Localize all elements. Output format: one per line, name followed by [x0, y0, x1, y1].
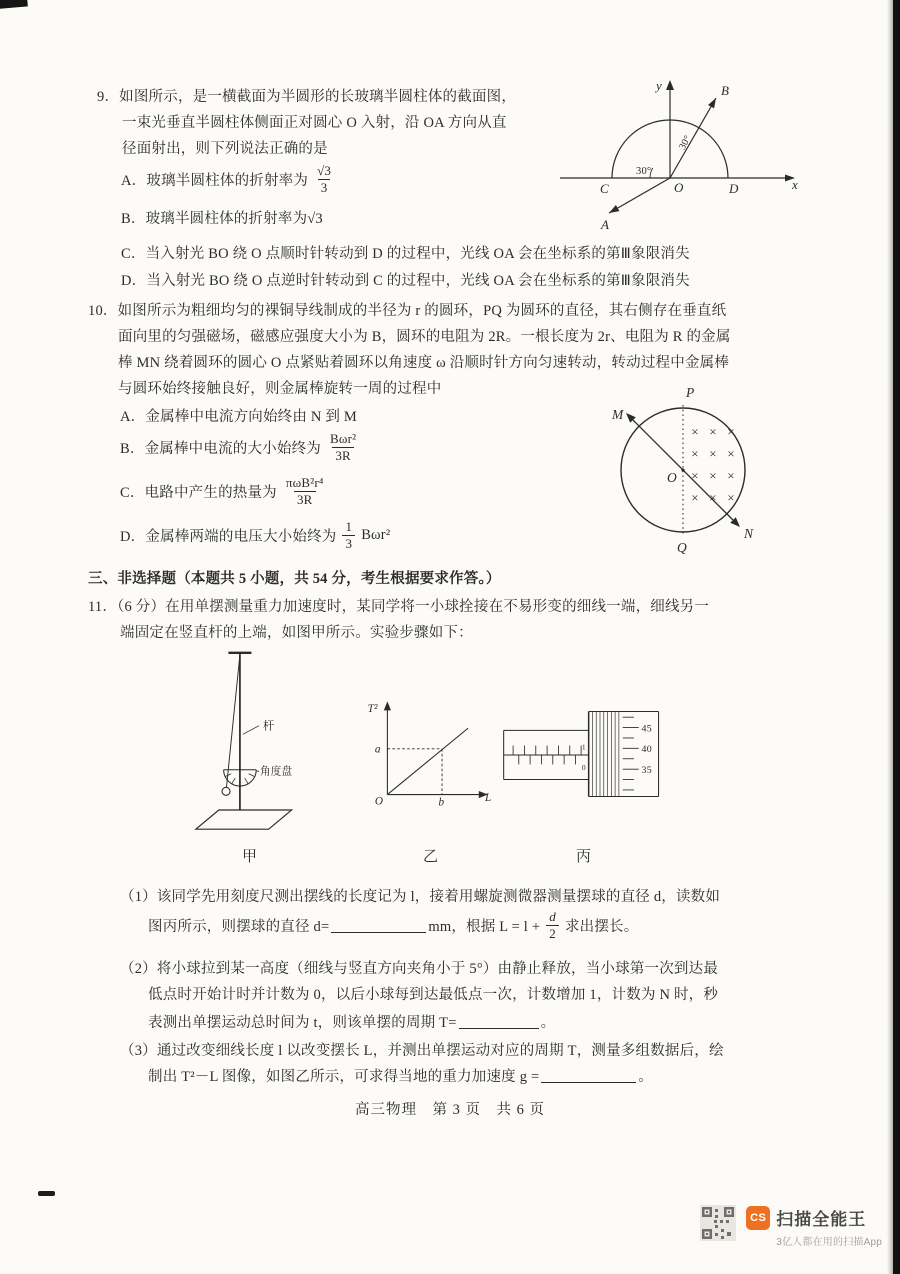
fraction-numerator: √3 — [317, 162, 332, 178]
label-O: O — [674, 180, 684, 195]
watermark-title: 扫描全能王 — [776, 1210, 867, 1229]
q10-option-b — [120, 428, 363, 466]
q11-sub2-line-1: （2）将小球拉到某一高度（细线与竖直方向夹角小于 5°）由静止释放，当小球第一次到达最 — [120, 961, 719, 977]
q10-option-d — [120, 516, 390, 554]
fraction-denominator: 3 — [342, 535, 355, 552]
q11-stem-line-2: 端固定在竖直杆的上端，如图甲所示。实验步骤如下： — [120, 625, 473, 641]
field-cross-icon: × — [691, 468, 699, 483]
refracted-ray-arrow — [609, 205, 619, 213]
rod-leader-line — [243, 726, 259, 735]
angle-label-axis: 30° — [636, 166, 652, 177]
label-b: b — [438, 796, 445, 809]
label-B: B — [721, 83, 730, 98]
pendulum-lines — [196, 653, 292, 829]
fraction-numerator: πωB²r⁴ — [285, 474, 324, 490]
q9-stem-line-2: 一束光垂直半圆柱体侧面正对圆心 O 入射，沿 OA 方向从直 — [122, 115, 507, 131]
fraction-numerator: Bωr² — [329, 430, 357, 446]
camscanner-logo: CS — [746, 1206, 770, 1230]
q10-stem-line-3: 棒 MN 绕着圆环的圆心 O 点紧贴着圆环以角速度 ω 沿顺时针方向匀速转动，转动过程中金属棒 — [118, 355, 730, 371]
field-cross-icon: × — [691, 490, 699, 505]
camscanner-brand — [746, 1205, 882, 1248]
figure-caption-bing: 丙 — [576, 849, 592, 865]
q11-sub1-line-1: （1）该同学先用刻度尺测出摆线的长度记为 l，接着用螺旋测微器测量摆球的直径 d，读数如 — [120, 889, 721, 905]
graph-arrowheads — [384, 701, 488, 798]
micrometer-sleeve — [504, 730, 589, 779]
q9-diagram-arrowheads — [609, 80, 795, 213]
field-cross-icon: × — [727, 490, 735, 505]
y-axis-arrow — [384, 701, 391, 710]
graph-figure — [362, 696, 497, 808]
q9-option-c: C．当入射光 BO 绕 O 点顺时针转动到 D 的过程中，光线 OA 会在坐标系的第Ⅲ象限消失 — [121, 246, 690, 262]
label-A: A — [601, 217, 610, 232]
q11-sub3-text-b: 。 — [638, 1068, 654, 1085]
label-a: a — [374, 743, 381, 756]
figure-caption-yi: 乙 — [423, 849, 439, 865]
q11-sub2-text-a: 表测出单摆运动总时间为 t，则该单摆的周期 T= — [148, 1014, 457, 1031]
y-axis-arrow — [666, 80, 674, 90]
field-cross-icon: × — [727, 446, 735, 461]
section-3-heading: 三、非选择题（本题共 5 小题，共 54 分，考生根据要求作答。） — [88, 571, 501, 587]
question-9-stem — [97, 84, 567, 162]
refracted-ray — [609, 178, 670, 213]
fraction-denominator: 2 — [546, 925, 559, 942]
q10-option-b-fraction — [327, 431, 359, 463]
incident-ray — [670, 98, 716, 178]
magnetic-field-crosses — [691, 424, 735, 505]
q10-option-c-label: C．电路中产生的热量为 — [120, 484, 277, 501]
watermark-subtitle: 3亿人都在用的扫描App — [776, 1237, 882, 1248]
pendulum-string — [227, 655, 240, 787]
sleeve-number-0: 0 — [581, 763, 586, 773]
label-O: O — [667, 470, 677, 485]
thimble-scale-35: 35 — [641, 764, 652, 776]
q11-sub1-fraction-d-over-2 — [546, 909, 559, 941]
center-dot — [681, 468, 684, 471]
q10-ring-svg — [598, 375, 778, 560]
answer-blank-diameter — [331, 917, 426, 933]
field-cross-icon: × — [691, 424, 699, 439]
label-rod: 杆 — [262, 720, 275, 733]
q9-optics-svg — [552, 72, 804, 240]
figure-caption-jia: 甲 — [242, 849, 258, 865]
q11-stem-line-1: 11．（6 分）在用单摆测量重力加速度时，某同学将一小球拴接在不易形变的细线一端，细线另一 — [88, 599, 710, 615]
label-protractor: 角度盘 — [260, 766, 293, 778]
fit-line — [387, 728, 468, 794]
q10-stem-line-4: 与圆环始终接触良好，则金属棒旋转一周的过程中 — [118, 381, 442, 397]
q9-optics-diagram — [552, 72, 804, 240]
q11-sub3-line-2 — [148, 1062, 653, 1088]
field-cross-icon: × — [709, 468, 717, 483]
field-cross-icon: × — [709, 424, 717, 439]
fraction-numerator: 1 — [345, 518, 353, 534]
field-cross-icon: × — [727, 424, 735, 439]
fraction-numerator: d — [549, 908, 556, 924]
label-P: P — [686, 385, 695, 400]
scan-artifact-left-mark — [38, 1191, 55, 1196]
field-cross-icon: × — [709, 446, 717, 461]
fraction-denominator: 3 — [318, 179, 331, 196]
sleeve-number-1: 1 — [581, 742, 586, 752]
incident-ray-arrow — [708, 98, 716, 108]
q10-option-d-label: D．金属棒两端的电压大小始终为 — [120, 528, 337, 545]
q9-option-a-fraction — [314, 163, 334, 195]
q9-option-d: D．当入射光 BO 绕 O 点逆时针转动到 C 的过程中，光线 OA 会在坐标系的第Ⅲ象限消失 — [121, 273, 690, 289]
q9-stem-line-1: 9．如图所示，是一横截面为半圆形的长玻璃半圆柱体的截面图， — [97, 89, 517, 105]
q9-option-a — [121, 160, 338, 198]
q9-stem-line-3: 径面射出，则下列说法正确的是 — [122, 141, 328, 157]
label-y: y — [656, 78, 662, 93]
graph-lines — [387, 707, 482, 795]
q9-option-a-label: A．玻璃半圆柱体的折射率为 — [121, 172, 309, 189]
q10-option-c-fraction — [283, 475, 327, 507]
q10-option-c — [120, 472, 331, 510]
label-T-squared: T² — [367, 703, 378, 716]
q11-sub1-text-a: 图丙所示，则摆球的直径 d= — [148, 918, 330, 935]
field-cross-icon: × — [709, 490, 717, 505]
micrometer-svg — [498, 700, 668, 809]
q10-option-d-fraction — [342, 519, 355, 551]
q10-stem-line-1: 10．如图所示为粗细均匀的裸铜导线制成的半径为 r 的圆环，PQ 为圆环的直径，其右侧存在垂直纸 — [88, 303, 727, 319]
pendulum-svg — [192, 645, 307, 837]
q11-sub1-text-c: 求出摆长。 — [564, 918, 639, 935]
graph-svg — [362, 696, 497, 808]
thimble-scale-45: 45 — [641, 723, 652, 735]
q11-sub2-text-b: 。 — [540, 1014, 556, 1031]
fraction-denominator: 3R — [294, 491, 316, 508]
q11-sub3-text-a: 制出 T²－L 图像，如图乙所示，可求得当地的重力加速度 g = — [148, 1068, 540, 1085]
camscanner-brand-row — [746, 1205, 882, 1230]
pendulum-bob — [222, 787, 230, 795]
thimble-scale-lines — [623, 717, 639, 790]
qr-code-icon — [700, 1205, 736, 1241]
answer-blank-period — [459, 1013, 539, 1029]
label-origin: O — [374, 795, 384, 808]
label-D: D — [729, 181, 739, 196]
scan-artifact-right-edge — [893, 0, 900, 1274]
page-footer: 高三物理 第 3 页 共 6 页 — [355, 1102, 545, 1118]
q11-sub1-line-2 — [148, 906, 638, 944]
pendulum-figure — [192, 645, 307, 837]
q11-sub2-line-2: 低点时开始计时并计数为 0，以后小球每到达最低点一次，计数增加 1，计数为 N 时，秒 — [148, 987, 719, 1003]
camscanner-watermark — [700, 1205, 882, 1248]
micrometer-figure — [498, 700, 668, 809]
field-cross-icon: × — [691, 446, 699, 461]
q11-sub2-line-3 — [148, 1008, 555, 1034]
protractor-leader-line — [257, 771, 259, 772]
q10-option-d-suffix: Bωr² — [361, 526, 391, 543]
q11-sub1-text-b: mm，根据 L = l + — [428, 918, 541, 935]
fraction-denominator: 3R — [332, 447, 354, 464]
label-x: x — [792, 177, 798, 192]
label-N: N — [744, 526, 754, 541]
q9-option-b: B．玻璃半圆柱体的折射率为√3 — [121, 211, 323, 227]
angle-label-incident: 30° — [677, 133, 694, 152]
q10-option-b-label: B．金属棒中电流的大小始终为 — [120, 440, 321, 457]
q11-sub3-line-1: （3）通过改变细线长度 l 以改变摆长 L，并测出单摆运动对应的周期 T，测量多组数据后，绘 — [120, 1043, 724, 1059]
field-cross-icon: × — [727, 468, 735, 483]
question-11-stem — [88, 594, 803, 646]
label-Q: Q — [677, 540, 687, 555]
thimble-knurl-lines — [592, 712, 618, 797]
thimble-scale-40: 40 — [641, 744, 652, 756]
scan-artifact-corner — [0, 0, 28, 9]
q10-stem-line-2: 面向里的匀强磁场，磁感应强度大小为 B，圆环的电阻为 2R。一根长度为 2r、电阻为 R 的金属 — [118, 329, 731, 345]
q10-option-a: A．金属棒中电流方向始终由 N 到 M — [120, 409, 358, 425]
label-C: C — [600, 181, 609, 196]
stand-base — [196, 810, 292, 829]
q10-ring-diagram — [598, 375, 778, 560]
answer-blank-gravity — [541, 1067, 636, 1083]
label-L: L — [485, 791, 492, 804]
label-M: M — [612, 407, 624, 422]
